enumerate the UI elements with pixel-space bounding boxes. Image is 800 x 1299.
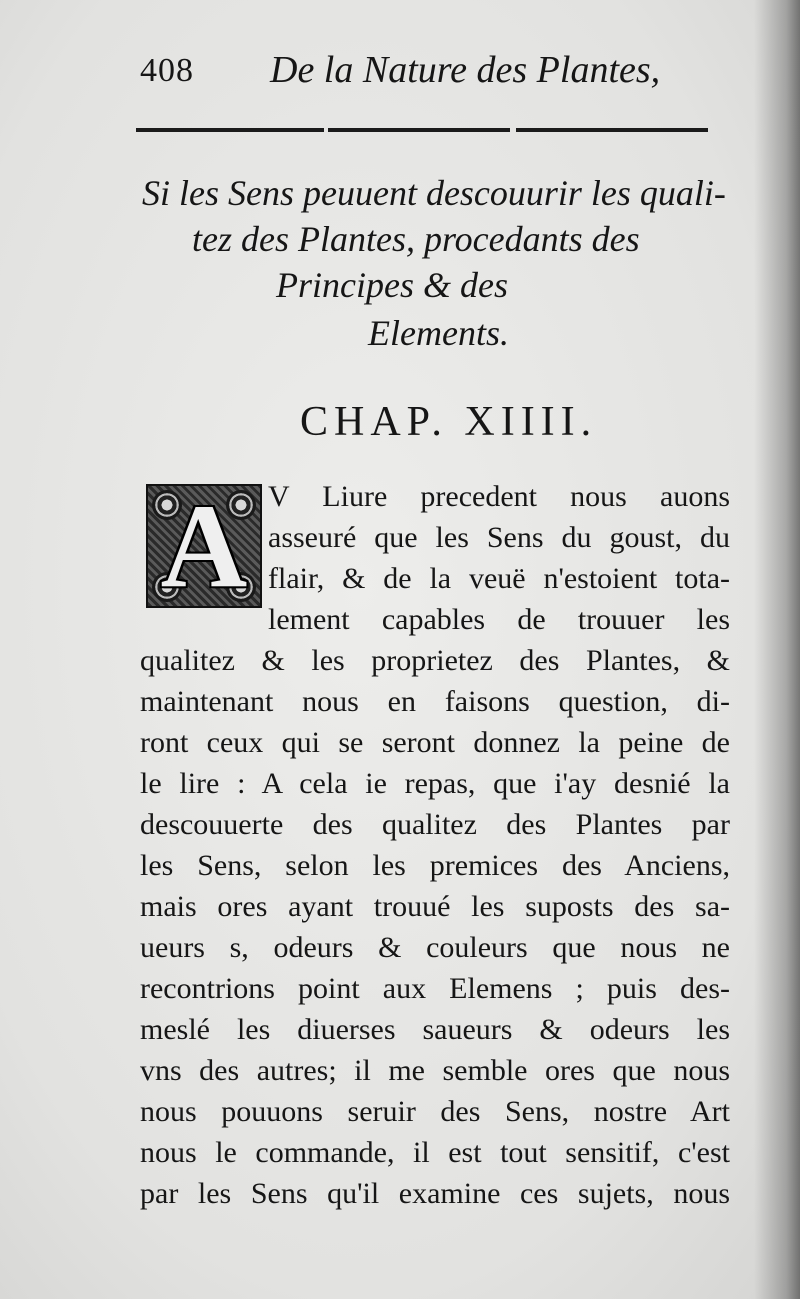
text-line: par les Sens qu'il examine ces sujets, nous <box>140 1177 730 1210</box>
chapter-title-line: Principes & des <box>276 265 508 305</box>
text-line: qualitez & les proprietez des Plantes, & <box>140 644 730 677</box>
text-line: les Sens, selon les premices des Anciens, <box>140 849 730 882</box>
text-line: ront ceux qui se seront donnez la peine de <box>140 726 730 759</box>
drop-cap-letter: A <box>160 479 248 612</box>
text-line: nous pouuons seruir des Sens, nostre Art <box>140 1095 730 1128</box>
text-line: nous le commande, il est tout sensitif, c'est <box>140 1136 730 1169</box>
page-number: 408 <box>140 52 194 89</box>
text-line: maintenant nous en faisons question, di- <box>140 685 730 718</box>
text-line: descouuerte des qualitez des Plantes par <box>140 808 730 841</box>
text-line: ueurs s, odeurs & couleurs que nous ne <box>140 931 730 964</box>
text-line: V Liure precedent nous auons <box>268 480 730 513</box>
text-line: meslé les diuerses saueurs & odeurs les <box>140 1013 730 1046</box>
chapter-number: CHAP. XIIII. <box>300 399 598 445</box>
chapter-title-line: Elements. <box>368 313 509 353</box>
running-title: De la Nature des Plantes, <box>270 49 661 91</box>
text-line: mais ores ayant trouué les suposts des sa- <box>140 890 730 923</box>
text-line: vns des autres; il me semble ores que nous <box>140 1054 730 1087</box>
text-line: asseuré que les Sens du goust, du <box>268 521 730 554</box>
text-line: lement capables de trouuer les <box>268 603 730 636</box>
chapter-title-line: Si les Sens peuuent descouurir les quali- <box>142 173 726 213</box>
text-line: flair, & de la veuë n'estoient tota- <box>268 562 730 595</box>
text-line: recontrions point aux Elemens ; puis des- <box>140 972 730 1005</box>
text-line: le lire : A cela ie repas, que i'ay desnié la <box>140 767 730 800</box>
chapter-title-line: tez des Plantes, procedants des <box>192 219 640 259</box>
